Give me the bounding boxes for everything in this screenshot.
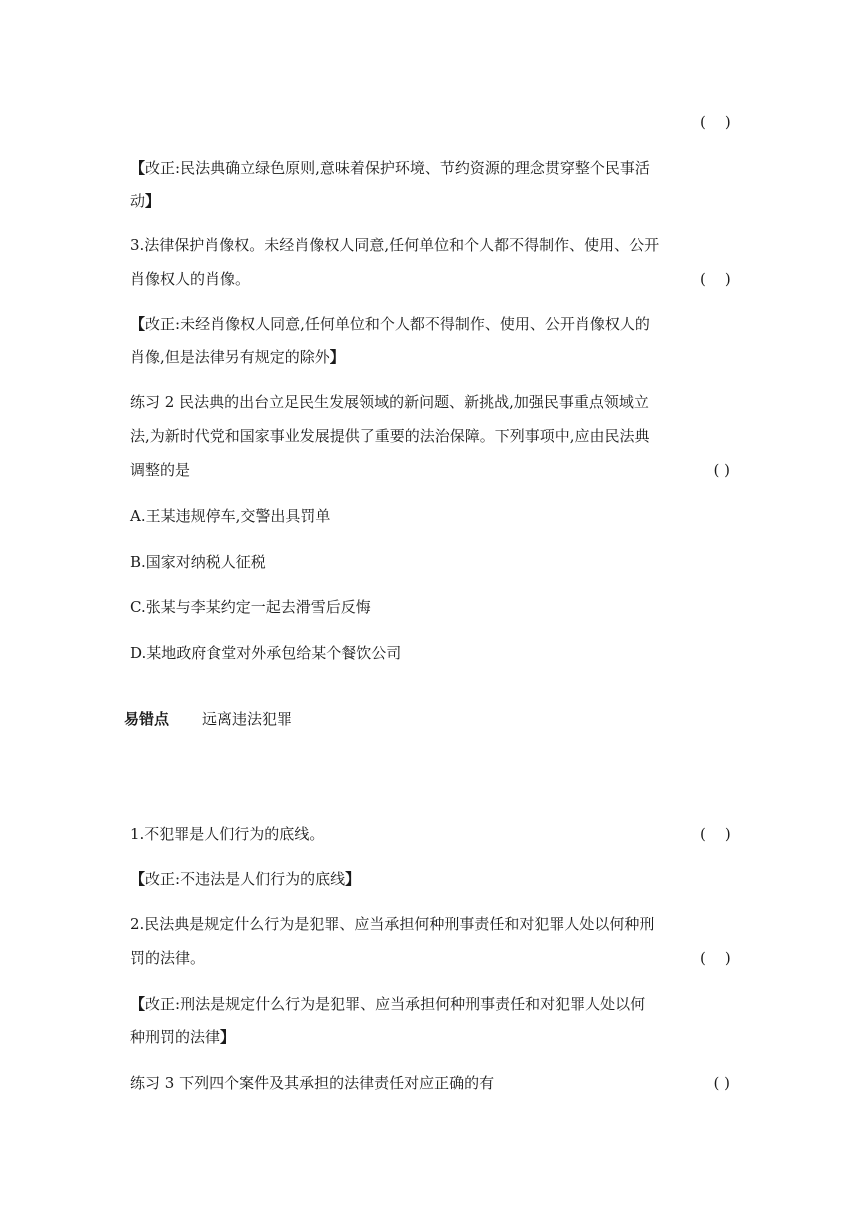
option-b: B.国家对纳税人征税 — [130, 553, 266, 571]
section-label: 易错点 — [124, 710, 170, 728]
exercise-line: 法,为新时代党和国家事业发展提供了重要的法治保障。下列事项中,应由民法典 — [130, 427, 650, 445]
correction-line — [130, 155, 730, 181]
section-title: 远离违法犯罪 — [202, 710, 293, 728]
bracket-close: 】 — [345, 870, 361, 888]
option-c: C.张某与李某约定一起去滑雪后反悔 — [130, 598, 371, 616]
answer-blank: ( ) — [713, 1074, 730, 1092]
question-line: 2.民法典是规定什么行为是犯罪、应当承担何种刑事责任和对犯罪人处以何种刑 — [130, 915, 655, 933]
answer-blank: ( ) — [700, 949, 731, 967]
question-line: 罚的法律。 — [130, 949, 206, 967]
correction-text: 改正:未经肖像权人同意,任何单位和个人都不得制作、使用、公开肖像权人的 — [145, 315, 650, 333]
correction-line — [130, 311, 730, 337]
correction-line — [130, 1024, 730, 1050]
question-line: 1.不犯罪是人们行为的底线。 — [130, 825, 325, 843]
correction-line — [130, 188, 730, 214]
correction-line — [130, 344, 730, 370]
correction-line — [130, 991, 730, 1017]
correction-text: 种刑罚的法律 — [130, 1028, 221, 1046]
bracket-open: 【 — [130, 315, 146, 333]
correction-line — [130, 866, 730, 892]
bracket-open: 【 — [130, 995, 146, 1013]
bracket-close: 】 — [145, 192, 161, 210]
bracket-open: 【 — [130, 870, 146, 888]
option-d: D.某地政府食堂对外承包给某个餐饮公司 — [130, 644, 402, 662]
correction-text: 肖像,但是法律另有规定的除外 — [130, 348, 330, 366]
correction-text: 改正:民法典确立绿色原则,意味着保护环境、节约资源的理念贯穿整个民事活 — [145, 159, 650, 177]
answer-blank: ( ) — [700, 270, 731, 288]
exercise-line: 练习 2 民法典的出台立足民生发展领域的新问题、新挑战,加强民事重点领域立 — [130, 393, 649, 411]
exercise-line: 练习 3 下列四个案件及其承担的法律责任对应正确的有 — [130, 1074, 495, 1092]
correction-text: 动 — [130, 192, 146, 210]
answer-blank: ( ) — [700, 113, 731, 131]
question-line: 3.法律保护肖像权。未经肖像权人同意,任何单位和个人都不得制作、使用、公开 — [130, 236, 660, 254]
bracket-close: 】 — [220, 1028, 236, 1046]
bracket-close: 】 — [329, 348, 345, 366]
answer-blank: ( ) — [713, 461, 730, 479]
correction-text: 改正:刑法是规定什么行为是犯罪、应当承担何种刑事责任和对犯罪人处以何 — [145, 995, 646, 1013]
option-a: A.王某违规停车,交警出具罚单 — [130, 507, 331, 525]
bracket-open: 【 — [130, 159, 146, 177]
question-line: 肖像权人的肖像。 — [130, 270, 251, 288]
exercise-line: 调整的是 — [130, 461, 191, 479]
answer-blank: ( ) — [700, 825, 731, 843]
correction-text: 改正:不违法是人们行为的底线 — [145, 870, 346, 888]
